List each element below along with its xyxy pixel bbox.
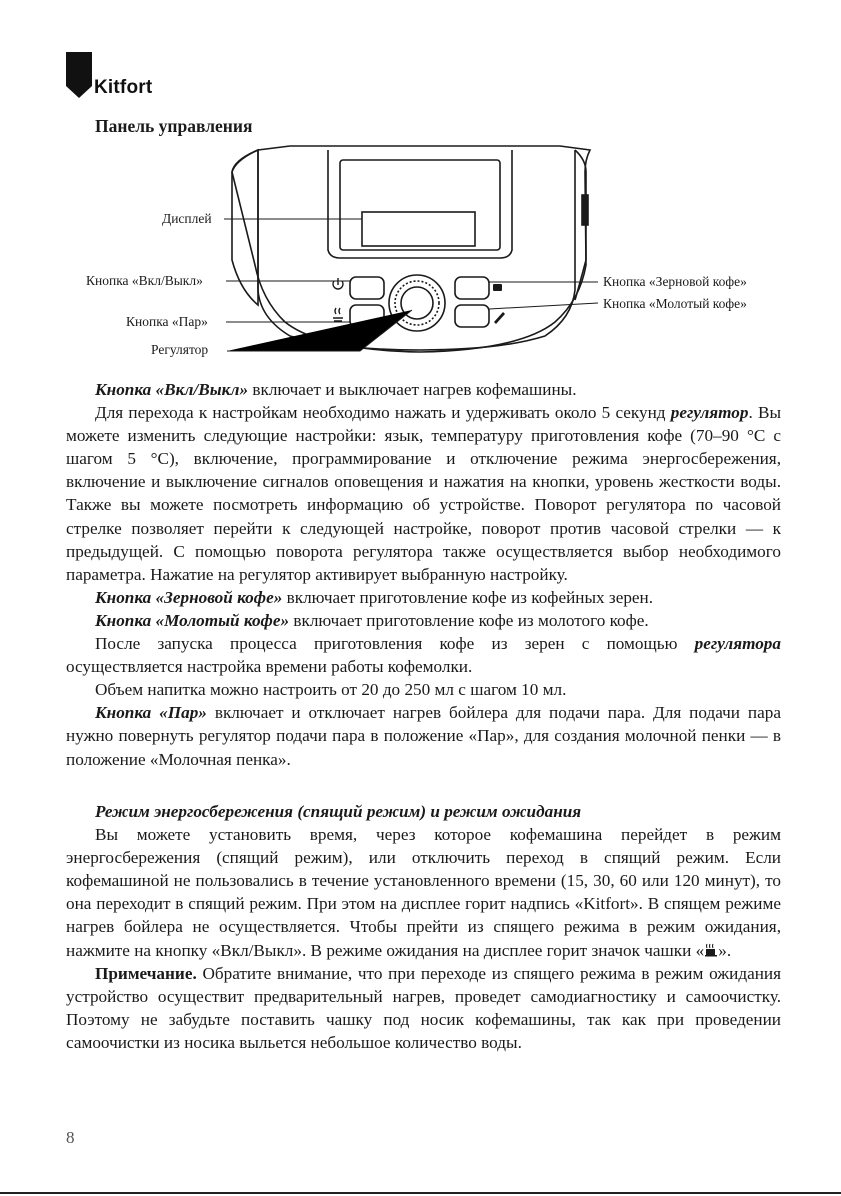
paragraph-grinder: После запуска процесса приготовления кофе из зерен с помощью регулятора осуществляется настройка времени работы кофемолки. xyxy=(66,634,781,677)
callout-display: Дисплей xyxy=(162,211,212,226)
power-button xyxy=(350,277,384,299)
display-housing xyxy=(328,150,512,258)
paragraph-note: Примечание. Обратите внимание, что при переходе из спящего режима в режим ожидания устройство осуществит предварительный нагрев, проведет самодиагностику и самоочистку. Поэтому не забудьте поставить чашку под носик кофемашины, так как при проведении самоочистки из носика выльется небольшое количество воды. xyxy=(66,963,781,1052)
page-number: 8 xyxy=(66,1128,75,1147)
ground-coffee-button xyxy=(455,305,489,327)
cup-icon xyxy=(704,943,718,957)
ground-leader xyxy=(489,303,598,309)
paragraph-steam: Кнопка «Пар» включает и отключает нагрев бойлера для подачи пара. Для подачи пара нужно повернуть регулятор подачи пара в положение «Пар», для создания молочной пенки — в положение «Молочная пенка». xyxy=(66,703,781,769)
paragraph-volume: Объем напитка можно настроить от 20 до 250 мл с шагом 10 мл. xyxy=(95,680,567,700)
paragraph-sleep-mode: Вы можете установить время, через которое кофемашина перейдет в режим энергосбережения (спящий режим), или отключить переход в спящий режим. Если кофемашиной не пользовались в течение установленного времени (15, 30, 60 или 120 минут), то она переходит в спящий режим. При этом на дисплее горит надпись «Kitfort». В спящем режиме нагрев бойлера не осуществляется. Чтобы прейти из спящего режима в режим ожидания, нажмите на кнопку «Вкл/Выкл». В режиме ожидания на дисплее горит значок чашки « ». xyxy=(66,825,781,960)
paragraph-power: Кнопка «Вкл/Выкл» включает и выключает нагрев кофемашины. xyxy=(95,380,577,399)
callout-power-button: Кнопка «Вкл/Выкл» xyxy=(86,273,203,288)
sleep-mode-section xyxy=(66,800,781,1054)
section-title: Панель управления xyxy=(95,116,253,136)
controls-description xyxy=(66,378,781,771)
callout-steam-button: Кнопка «Пар» xyxy=(126,314,208,329)
sleep-mode-heading: Режим энергосбережения (спящий режим) и режим ожидания xyxy=(95,802,582,821)
callout-bean-coffee-button: Кнопка «Зерновой кофе» xyxy=(603,274,747,289)
display-screen xyxy=(362,212,475,246)
cup-icon xyxy=(493,284,502,291)
callout-regulator: Регулятор xyxy=(151,342,209,357)
bottom-rule xyxy=(0,1192,841,1194)
paragraph-settings: Для перехода к настройкам необходимо нажать и удерживать около 5 секунд регулятор. Вы можете изменить следующие настройки: язык, температуру приготовления кофе (70–90 °С с шагом 5 °С), включение, программирование и отключение режима энергосбережения, включение и выключение сигналов оповещения и нажатия на кнопки, уровень жесткости воды. Также вы можете посмотреть информацию об устройстве. Поворот регулятора по часовой стрелке позволяет перейти к следующей настройке, поворот против часовой стрелки — к предыдущей. С помощью поворота регулятора также осуществляется выбор необходимого параметра. Нажатие на регулятор активирует выбранную настройку. xyxy=(66,403,782,584)
paragraph-ground-coffee: Кнопка «Молотый кофе» включает приготовление кофе из молотого кофе. xyxy=(95,610,649,630)
panel-body-outline xyxy=(232,146,590,352)
control-panel-diagram xyxy=(0,0,841,400)
paragraph-bean-coffee: Кнопка «Зерновой кофе» включает приготовление кофе из кофейных зерен. xyxy=(95,587,654,607)
steam-icon xyxy=(333,308,343,321)
display-frame xyxy=(340,160,500,250)
spoon-icon xyxy=(494,312,505,324)
callout-ground-coffee-button: Кнопка «Молотый кофе» xyxy=(603,296,747,311)
brand-name: Kitfort xyxy=(94,77,153,98)
regulator-knob-outer xyxy=(389,275,445,331)
bean-coffee-button xyxy=(455,277,489,299)
